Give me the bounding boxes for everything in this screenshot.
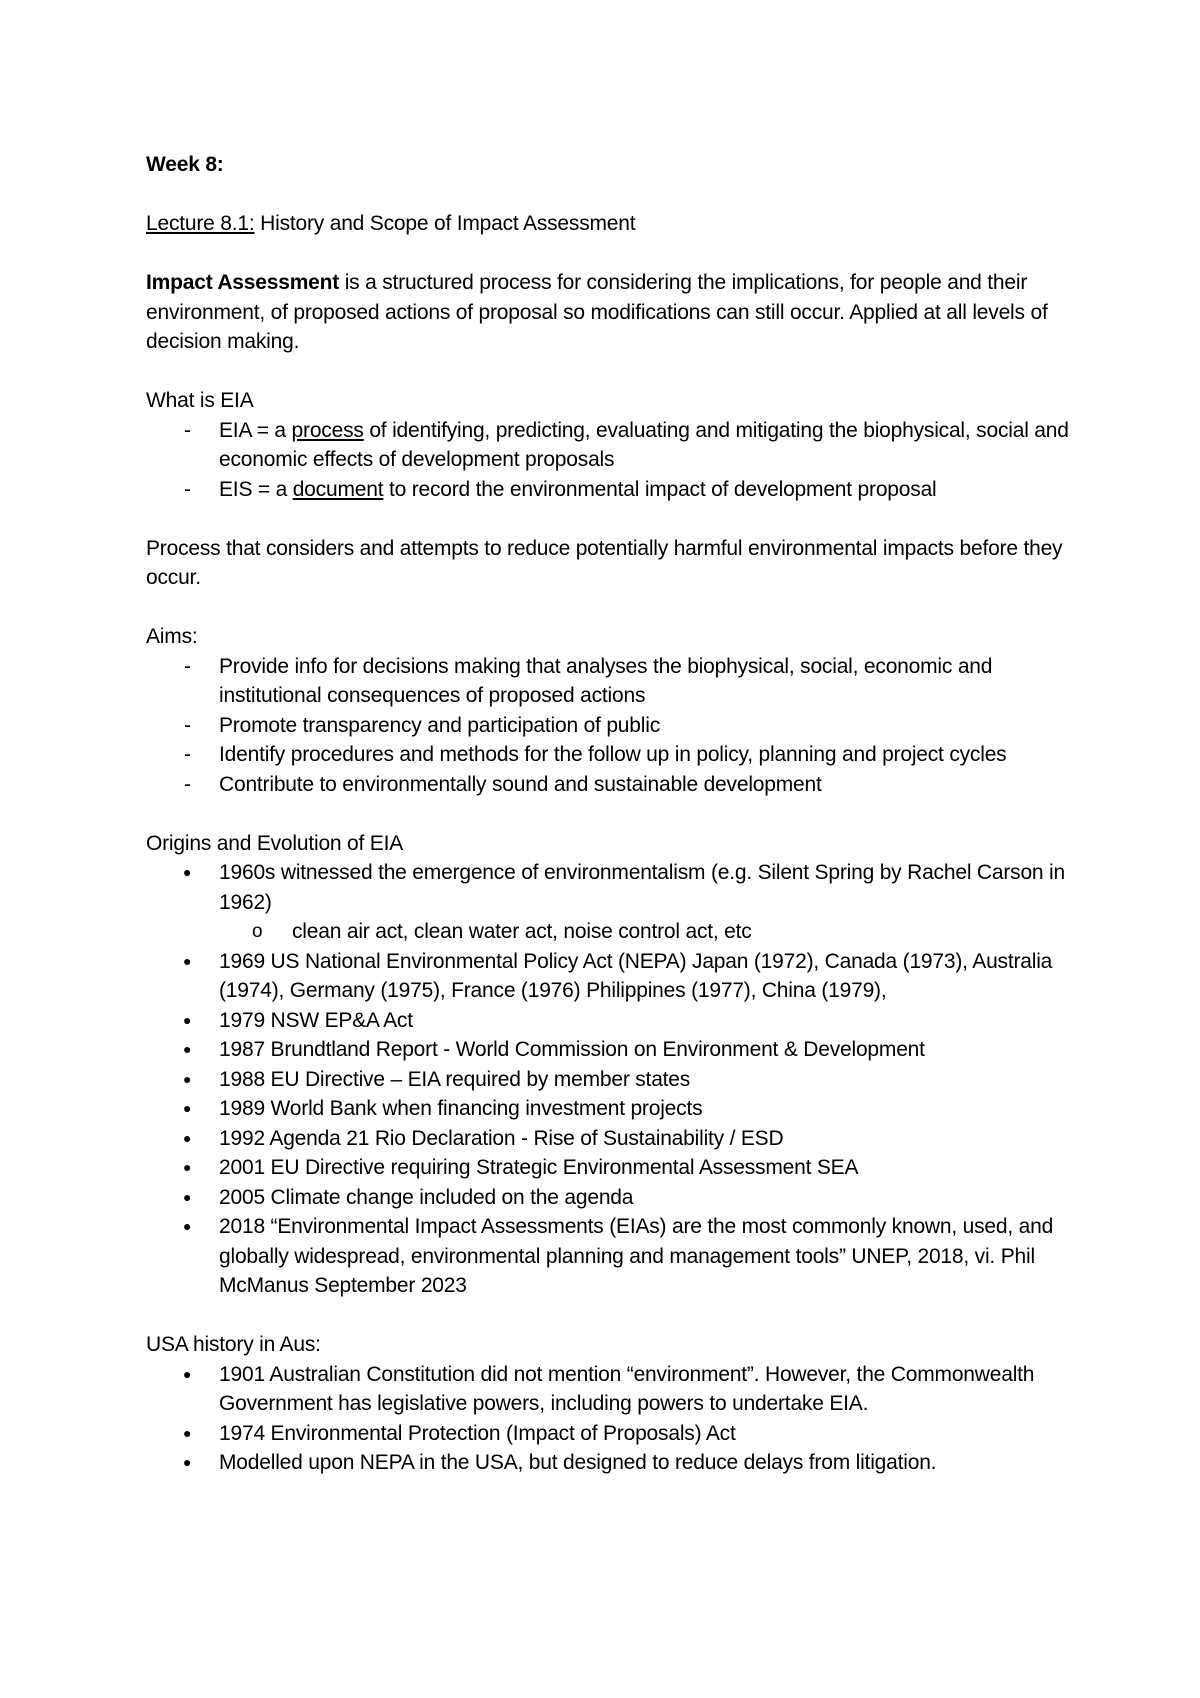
bullet-marker: ● xyxy=(183,1011,192,1028)
definition-term: Impact Assessment xyxy=(146,271,340,294)
dash-marker: - xyxy=(184,743,191,766)
list-item: - Contribute to environmentally sound and sustainable development xyxy=(146,770,1076,800)
dash-marker: - xyxy=(184,772,191,796)
bullet-marker: ● xyxy=(183,1159,192,1175)
sub-bullet-marker: o xyxy=(252,921,263,942)
bullet-marker: ● xyxy=(183,1365,192,1382)
list-item: - Provide info for decisions making that analyses the biophysical, social, economic and institutional consequences of proposed actions xyxy=(146,652,1076,711)
aims-heading: Aims: xyxy=(146,625,198,648)
usa-history-list xyxy=(146,1360,1076,1478)
bullet-marker: ● xyxy=(183,1070,192,1087)
list-item: ● 1989 World Bank when financing investment projects xyxy=(146,1094,1076,1124)
document-emphasis: document xyxy=(292,477,384,501)
dash-marker: - xyxy=(184,713,191,737)
dash-marker: - xyxy=(184,418,191,442)
bullet-marker: ● xyxy=(183,1424,192,1441)
list-item: - EIS = a document to record the environmental impact of development proposal xyxy=(146,475,1076,505)
dash-marker: - xyxy=(184,477,191,501)
sub-list-item: o clean air act, clean water act, noise control act, etc xyxy=(146,917,1076,947)
list-item: ● Modelled upon NEPA in the USA, but designed to reduce delays from litigation. xyxy=(146,1448,1076,1478)
list-item: ● 2018 “Environmental Impact Assessments (EIAs) are the most commonly known, used, and globally widespread, environmental planning and management tools” UNEP, 2018, vi. Phil McManus September 2023 xyxy=(146,1212,1076,1301)
aims-list xyxy=(146,652,1076,800)
list-item: ● 1969 US National Environmental Policy Act (NEPA) Japan (1972), Canada (1973), Australia (1974), Germany (1975), France (1976) Philippines (1977), China (1979), xyxy=(146,947,1076,1006)
usa-history-heading: USA history in Aus: xyxy=(146,1333,321,1356)
lecture-title: History and Scope of Impact Assessment xyxy=(254,212,636,235)
origins-heading: Origins and Evolution of EIA xyxy=(146,831,404,855)
bullet-marker: ● xyxy=(183,1100,192,1116)
dash-marker: - xyxy=(184,654,191,678)
list-item: - EIA = a process of identifying, predicting, evaluating and mitigating the biophysical, social and economic effects of development proposals xyxy=(146,416,1076,475)
what-is-eia-heading: What is EIA xyxy=(146,389,254,412)
bullet-marker: ● xyxy=(183,1188,192,1205)
origins-sublist xyxy=(219,917,1076,947)
definition-text: is a structured process for considering the implications, for people and their environment, of proposed actions of proposal so modifications can still occur. Applied at all levels of decision making. xyxy=(146,271,1048,353)
bullet-marker: ● xyxy=(183,1218,192,1234)
list-item: ● 2001 EU Directive requiring Strategic Environmental Assessment SEA xyxy=(146,1153,1076,1183)
week-heading: Week 8: xyxy=(146,153,224,176)
bullet-marker: ● xyxy=(183,864,192,880)
list-item: ● 1974 Environmental Protection (Impact of Proposals) Act xyxy=(146,1419,1076,1449)
process-paragraph: Process that considers and attempts to reduce potentially harmful environmental impacts before they occur. xyxy=(146,536,1063,589)
list-item: ● 1988 EU Directive – EIA required by member states xyxy=(146,1065,1076,1095)
list-item: ● 1992 Agenda 21 Rio Declaration - Rise of Sustainability / ESD xyxy=(146,1124,1076,1154)
what-is-eia-list xyxy=(146,416,1076,505)
list-item: ● 1979 NSW EP&A Act xyxy=(146,1006,1076,1036)
list-item: ● 1901 Australian Constitution did not mention “environment”. However, the Commonwealth Government has legislative powers, including powers to undertake EIA. xyxy=(146,1360,1076,1419)
bullet-marker: ● xyxy=(183,1129,192,1146)
bullet-marker: ● xyxy=(183,952,192,969)
list-item: - Promote transparency and participation of public xyxy=(146,711,1076,741)
list-item: ● 2005 Climate change included on the agenda xyxy=(146,1183,1076,1213)
bullet-marker: ● xyxy=(183,1454,192,1470)
lecture-label: Lecture 8.1: xyxy=(146,212,255,235)
list-item: ● 1987 Brundtland Report - World Commission on Environment & Development xyxy=(146,1035,1076,1065)
process-emphasis: process xyxy=(291,418,364,442)
definition-paragraph xyxy=(146,268,1076,357)
bullet-marker: ● xyxy=(183,1041,192,1057)
list-item: - Identify procedures and methods for the follow up in policy, planning and project cycles xyxy=(146,740,1076,770)
origins-list xyxy=(146,858,1076,1301)
lecture-heading xyxy=(146,209,1076,239)
document-body xyxy=(146,150,1076,1478)
list-item: ● 1960s witnessed the emergence of environmentalism (e.g. Silent Spring by Rachel Carson in 1962) o clean air act, clean water act, noise control act, etc xyxy=(146,858,1076,947)
